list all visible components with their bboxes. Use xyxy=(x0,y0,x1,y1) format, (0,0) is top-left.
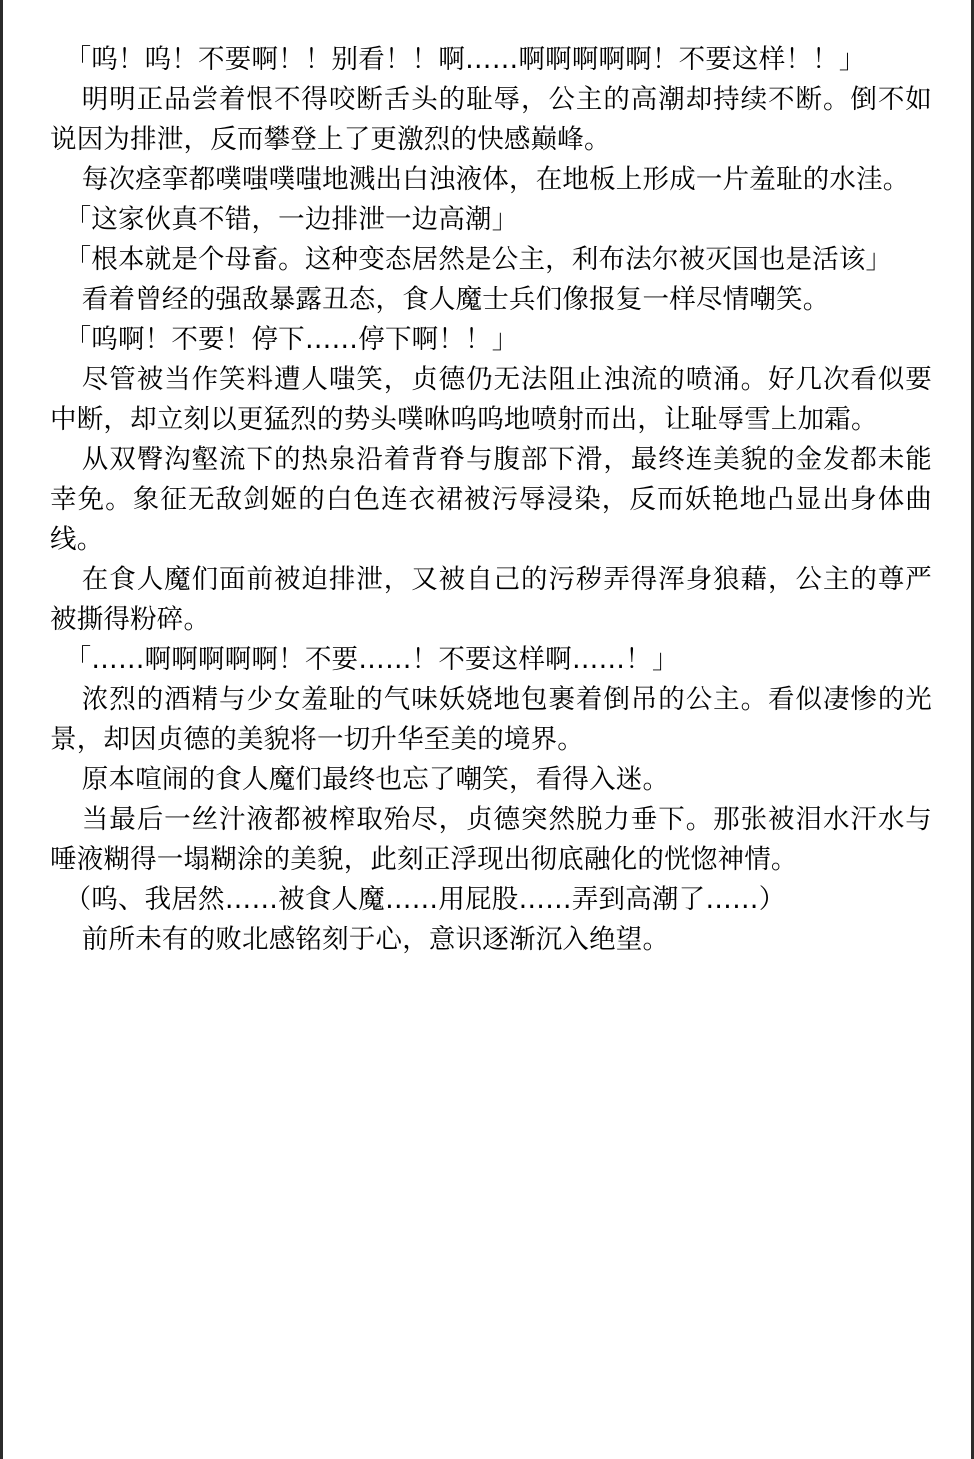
paragraph: 「呜！呜！不要啊！！别看！！啊……啊啊啊啊啊！不要这样！！」 xyxy=(64,44,866,75)
paragraph: 「根本就是个母畜。这种变态居然是公主，利布法尔被灭国也是活该」 xyxy=(64,244,893,275)
paragraph: 「这家伙真不错，一边排泄一边高潮」 xyxy=(64,204,519,235)
paragraph: 明明正品尝着恨不得咬断舌头的耻辱，公主的高潮却持续不断。倒不如说因为排泄，反而攀登上了更激烈的快感巅峰。 xyxy=(50,84,932,155)
paragraph: 「呜啊！不要！停下……停下啊！！」 xyxy=(64,324,519,355)
page-left-rule xyxy=(0,0,3,1459)
paragraph: 从双臀沟壑流下的热泉沿着背脊与腹部下滑，最终连美貌的金发都未能幸免。象征无敌剑姬的白色连衣裙被污辱浸染，反而妖艳地凸显出身体曲线。 xyxy=(50,444,932,555)
paragraph: 看着曾经的强敌暴露丑态，食人魔士兵们像报复一样尽情嘲笑。 xyxy=(81,284,830,315)
paragraph: 当最后一丝汁液都被榨取殆尽，贞德突然脱力垂下。那张被泪水汗水与唾液糊得一塌糊涂的美貌，此刻正浮现出彻底融化的恍惚神情。 xyxy=(50,804,932,875)
paragraph: 尽管被当作笑料遭人嗤笑，贞德仍无法阻止浊流的喷涌。好几次看似要中断，却立刻以更猛烈的势头噗咻呜呜地喷射而出，让耻辱雪上加霜。 xyxy=(50,364,932,435)
page-body-text xyxy=(50,40,932,960)
paragraph: 原本喧闹的食人魔们最终也忘了嘲笑，看得入迷。 xyxy=(81,764,670,795)
paragraph: 前所未有的败北感铭刻于心，意识逐渐沉入绝望。 xyxy=(81,924,670,955)
paragraph: 浓烈的酒精与少女羞耻的气味妖娆地包裹着倒吊的公主。看似凄惨的光景，却因贞德的美貌将一切升华至美的境界。 xyxy=(50,684,932,755)
paragraph: （呜、我居然……被食人魔……用屁股……弄到高潮了……） xyxy=(64,884,786,915)
paragraph: 「……啊啊啊啊啊！不要……！不要这样啊……！」 xyxy=(64,644,679,675)
paragraph: 每次痉挛都噗嗤噗嗤地溅出白浊液体，在地板上形成一片羞耻的水洼。 xyxy=(81,164,910,195)
paragraph: 在食人魔们面前被迫排泄，又被自己的污秽弄得浑身狼藉，公主的尊严被撕得粉碎。 xyxy=(50,564,932,635)
